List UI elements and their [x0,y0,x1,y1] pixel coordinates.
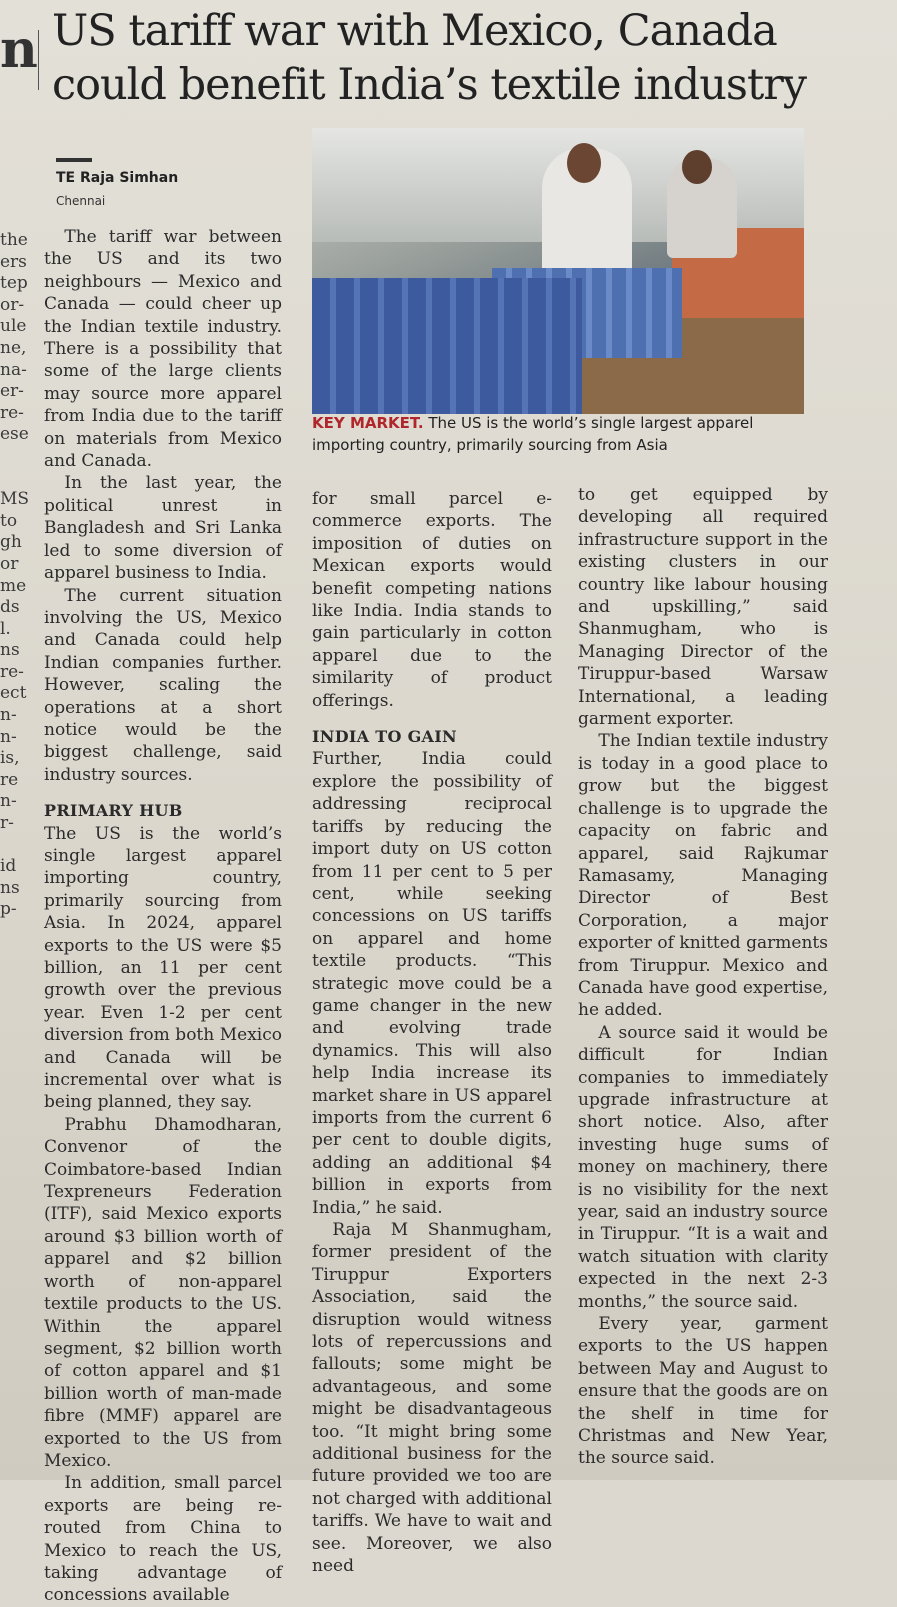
paragraph: In addition, small parcel exports are being re-routed from China to Mexico to reach the US, taking advantage of concessions available [44,1473,282,1606]
photo-shirts-foreground [312,278,582,414]
paragraph: Further, India could explore the possibility of addressing reciprocal tariffs by reducing the import duty on US cotton from 11 per cent to 5 per cent, while seeking concessions on US tariffs on apparel and home textile products. “This strategic move could be a game changer in the new and evolving trade dynamics. This will also help India increase its market share in US apparel imports from the current 6 per cent to double digits, adding an additional $4 billion in exports from India,” he said. [312,749,552,1218]
paragraph: In the last year, the political unrest in Bangladesh and Sri Lanka led to some diversion of apparel business to India. [44,473,282,584]
article-column-1 [44,226,282,1607]
paragraph: The tariff war between the US and its two neighbours — Mexico and Canada — could cheer up the Indian textile industry. There is a possibility that some of the large clients may source more apparel from India due to the tariff on materials from Mexico and Canada. [44,227,282,472]
paragraph: Raja M Shanmugham, former president of the Tiruppur Exporters Association, said the disruption would witness lots of repercussions and fallouts; some might be advantageous, and some might be disadvantageous too. “It might bring some additional business for the future provided we too are not charged with additional tariffs. We have to wait and see. Moreover, we also need [312,1220,552,1577]
photo-worker-2-head [682,150,712,184]
paragraph: to get equipped by developing all required infrastructure support in the existing clusters in our country like labour housing and upskilling,” said Shanmugham, who is Managing Director of the Tiruppur-based Warsaw International, a leading garment exporter. [578,485,828,730]
paragraph: The Indian textile industry is today in a good place to grow but the biggest challenge is to upgrade the capacity on fabric and apparel, said Rajkumar Ramasamy, Managing Director of Best Corporation, a major exporter of knitted garments from Tiruppur. Mexico and Canada have good expertise, he added. [578,731,828,1021]
caption-text: The US is the world’s single largest apparel importing country, primarily sourcing from Asia [312,414,754,454]
paragraph: for small parcel e-commerce exports. The imposition of duties on Mexican exports would benefit competing nations like India. India stands to gain particularly in cotton apparel due to the similarity of product offerings. [312,489,552,711]
previous-article-headline-fragment: n [0,19,38,80]
dateline: Chennai [56,194,106,208]
byline: TE Raja Simhan [56,170,179,186]
article-column-3 [578,484,828,1470]
column-rule [38,30,39,90]
subhead-primary-hub: PRIMARY HUB [44,801,183,821]
caption-keyword: KEY MARKET. [312,414,424,432]
subhead-india-to-gain: INDIA TO GAIN [312,727,457,747]
paragraph: Every year, garment exports to the US happen between May and August to ensure that the goods are on the shelf in time for Christmas and New Year, the source said. [578,1314,828,1469]
article-column-2 [312,488,552,1578]
paragraph: The US is the world’s single largest apparel importing country, primarily sourcing from Asia. In 2024, apparel exports to the US were $5 billion, an 11 per cent growth over the previous year. Even 1-2 per cent diversion from both Mexico and Canada will be incremental over what is being planned, they say. [44,823,282,1113]
paragraph: A source said it would be difficult for Indian companies to immediately upgrade infrastructure at short notice. Also, after investing huge sums of money on machinery, there is no visibility for the next year, said an industry source in Tiruppur. “It is a wait and watch situation with clarity expected in the next 2-3 months,” the source said. [578,1022,828,1312]
byline-rule [56,158,92,162]
photo-worker-1-head [567,143,601,183]
paragraph: Prabhu Dhamodharan, Convenor of the Coimbatore-based Indian Texpreneurs Federation (ITF), said Mexico exports around $3 billion worth of apparel and $2 billion worth of non-apparel textile products to the US. Within the apparel segment, $2 billion worth of cotton apparel and $1 billion worth of man-made fibre (MMF) apparel are exported to the US from Mexico. [44,1114,282,1471]
photo-caption [312,412,812,456]
paragraph: The current situation involving the US, Mexico and Canada could help Indian companies further. However, scaling the operations at a short notice would be the biggest challenge, said industry sources. [44,585,282,785]
article-photo [312,128,804,414]
article-headline: US tariff war with Mexico, Canada could benefit India’s textile industry [52,6,807,110]
previous-article-column-fragment: the ers tep or- ule ne, na- er- re- ese MS to gh or me ds l. ns re- ect n- n- is, re n- r- id ns p- [0,230,30,920]
